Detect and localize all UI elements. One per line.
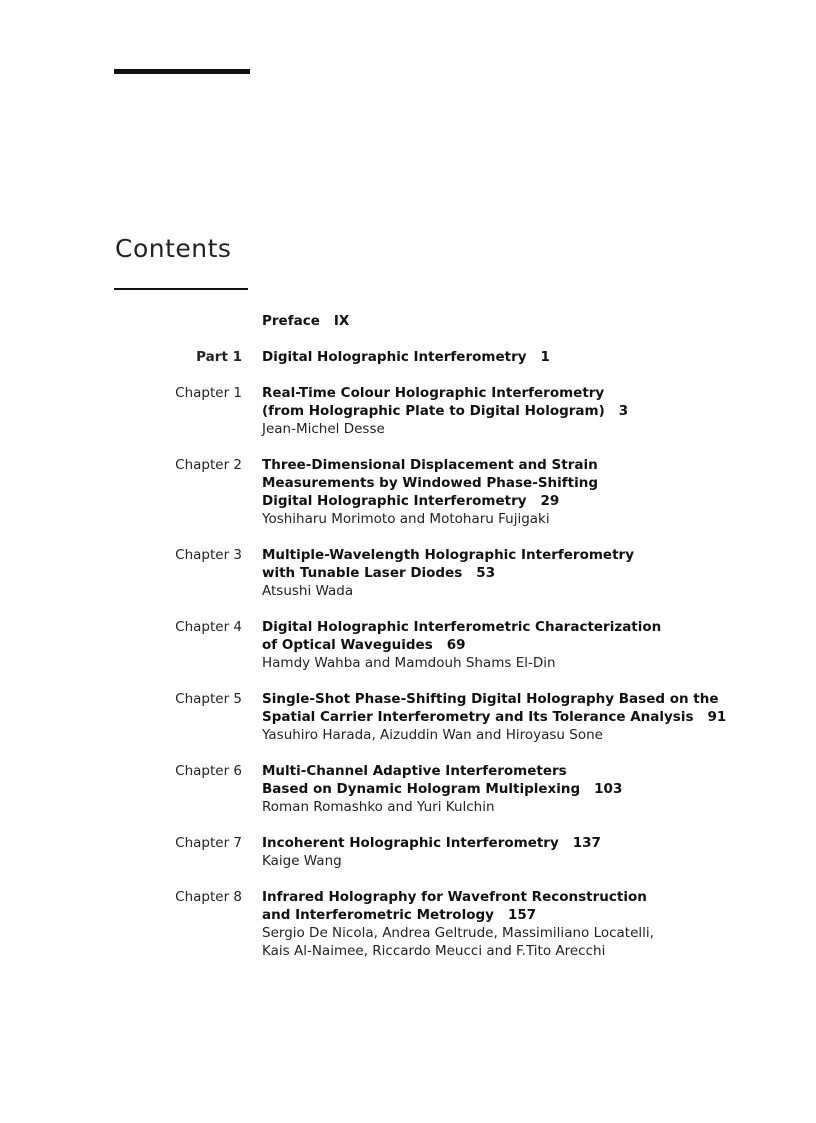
toc-page-number: IX [333,313,350,329]
toc-entry-body [262,312,722,330]
toc-title-line [262,474,722,492]
toc-author-line: Kais Al-Naimee, Riccardo Meucci and F.Tito Arecchi [262,943,606,959]
toc-entry-title [262,762,722,798]
toc-entry [0,546,816,600]
toc-title-line [262,546,722,564]
toc-title-line [262,402,722,420]
toc-entry [0,384,816,438]
toc-title-line [262,492,722,510]
toc-page-number: 29 [540,493,560,509]
toc-title-text: with Tunable Laser Diodes [262,565,463,581]
toc-title-text: Preface [262,313,320,329]
toc-entry-title [262,834,722,852]
toc-entry-body [262,888,722,960]
toc-title-line [262,888,722,906]
toc-page-number: 3 [618,403,629,419]
toc-entry-authors [262,798,722,816]
toc-entry [0,888,816,960]
toc-entry-title [262,348,722,366]
toc-page-number: 53 [476,565,496,581]
toc-entry-body [262,384,722,438]
toc-title-text: of Optical Waveguides [262,637,433,653]
toc-title-text: Digital Holographic Interferometry [262,493,527,509]
toc-author-line: Sergio De Nicola, Andrea Geltrude, Massimiliano Locatelli, [262,925,654,941]
toc-entry-label: Chapter 5 [175,691,242,707]
toc-author-line: Atsushi Wada [262,583,354,599]
toc-author-line: Hamdy Wahba and Mamdouh Shams El-Din [262,655,556,671]
toc-title-line [262,690,722,708]
toc-entry-title [262,456,722,510]
toc-title-text: Based on Dynamic Hologram Multiplexing [262,781,581,797]
toc-title-line [262,384,722,402]
toc-entry-title [262,546,722,582]
toc-title-line [262,636,722,654]
toc-title-text: Measurements by Windowed Phase-Shifting [262,475,599,491]
toc-entry [0,456,816,528]
toc-title-line [262,780,722,798]
toc-title-text: Multi-Channel Adaptive Interferometers [262,763,567,779]
toc-page-number: 103 [594,781,623,797]
toc-title-line [262,834,722,852]
toc-author-line: Yasuhiro Harada, Aizuddin Wan and Hiroyasu Sone [262,727,603,743]
toc-entry-label: Chapter 4 [175,619,242,635]
toc-entry-title [262,618,722,654]
toc-title-line [262,456,722,474]
toc-entry-title [262,312,722,330]
toc-author-line: Yoshiharu Morimoto and Motoharu Fujigaki [262,511,550,527]
toc-entry [0,348,816,366]
toc-title-line [262,708,727,726]
toc-entry-body [262,690,727,744]
toc-entry [0,618,816,672]
toc-entry-authors [262,420,722,438]
toc-page-number: 69 [446,637,466,653]
toc-title-text: Digital Holographic Interferometric Characterization [262,619,662,635]
toc-title-text: Infrared Holography for Wavefront Reconstruction [262,889,647,905]
toc-title-text: Incoherent Holographic Interferometry [262,835,559,851]
toc-entry-body [262,618,722,672]
toc-entry-authors [262,510,722,528]
toc-title-text: Real-Time Colour Holographic Interferometry [262,385,605,401]
toc-entry-label: Chapter 8 [175,889,242,905]
toc-author-line: Jean-Michel Desse [262,421,385,437]
toc-entry-authors [262,654,722,672]
toc-author-line: Kaige Wang [262,853,342,869]
toc-entry-title [262,384,722,420]
toc-title-text: Multiple-Wavelength Holographic Interferometry [262,547,635,563]
toc-entry-authors [262,726,722,744]
toc-entry [0,312,816,330]
toc-entry-label: Part 1 [196,349,242,365]
toc-title-text: Spatial Carrier Interferometry and Its Tolerance Analysis [262,709,694,725]
toc-entry-title [262,690,727,726]
toc-page-number: 1 [540,349,550,365]
toc-title-line [262,348,722,366]
toc-entry-label: Chapter 6 [175,763,242,779]
toc-entry-body [262,834,722,870]
title-rule [114,288,248,290]
toc-entry-label: Chapter 1 [175,385,242,401]
page-title: Contents [115,234,232,263]
toc-title-line [262,312,722,330]
toc-title-line [262,564,722,582]
toc-entry-title [262,888,722,924]
toc-entry-label: Chapter 7 [175,835,242,851]
toc-entry-authors [262,582,722,600]
toc-entry-body [262,348,722,366]
toc-entry [0,690,816,744]
toc-title-text: Digital Holographic Interferometry [262,349,527,365]
toc-entry-authors [262,924,722,960]
toc-entry-authors [262,852,722,870]
toc-page-number: 137 [572,835,601,851]
top-rule [114,69,250,74]
toc-entry [0,834,816,870]
toc-title-line [262,906,722,924]
toc-page-number: 91 [707,709,727,725]
toc-title-line [262,762,722,780]
toc-entry-label: Chapter 2 [175,457,242,473]
toc-author-line: Roman Romashko and Yuri Kulchin [262,799,495,815]
toc-entry-body [262,546,722,600]
toc-entry [0,762,816,816]
toc-title-line [262,618,722,636]
toc-title-text: (from Holographic Plate to Digital Hologram) [262,403,605,419]
toc-title-text: Single-Shot Phase-Shifting Digital Holography Based on the [262,691,719,707]
toc-page-number: 157 [507,907,537,923]
toc-title-text: and Interferometric Metrology [262,907,494,923]
toc-entry-label: Chapter 3 [175,547,242,563]
toc-title-text: Three-Dimensional Displacement and Strain [262,457,598,473]
toc-entry-body [262,762,722,816]
table-of-contents [0,312,816,978]
toc-entry-body [262,456,722,528]
